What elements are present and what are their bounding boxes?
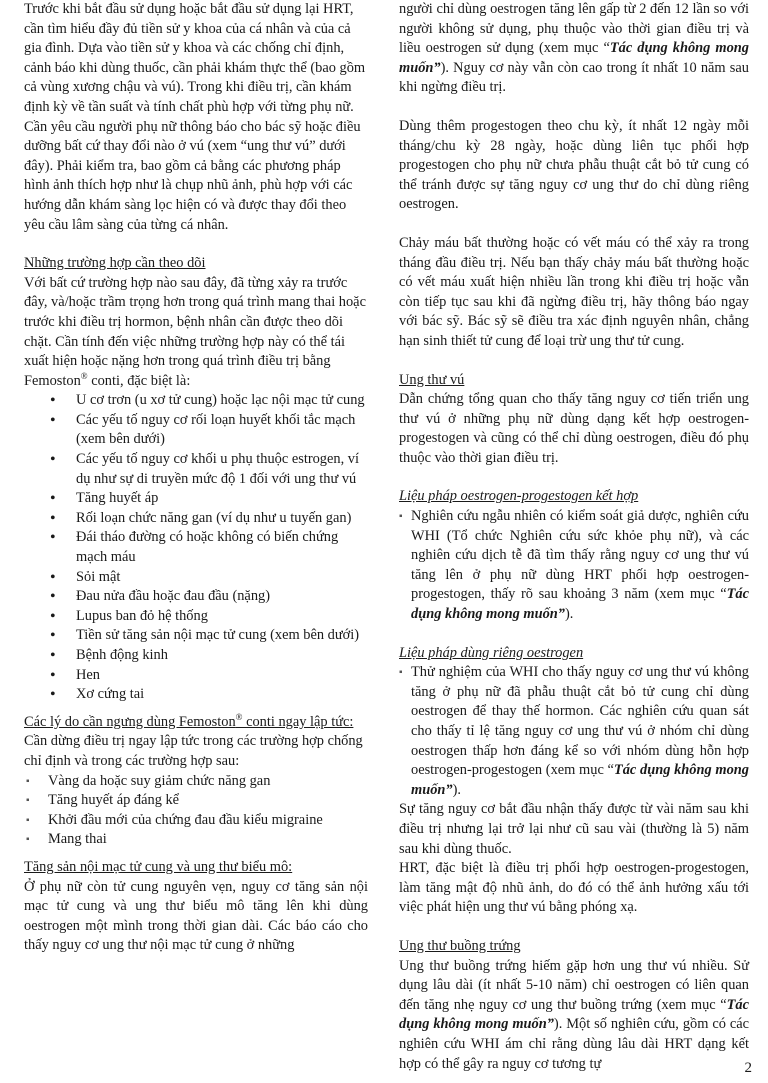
endometrial-heading: Tăng sản nội mạc tử cung và ung thư biểu mô: bbox=[24, 858, 293, 875]
list-item: • Đau nửa đầu hoặc đau đầu (nặng) bbox=[76, 587, 368, 607]
list-item: • Các yếu tố nguy cơ khối u phụ thuộc estrogen, ví dụ như sự di truyền mức độ 1 đối với ung thư vú bbox=[76, 450, 368, 489]
breast-cancer-paragraph: Dẫn chứng tổng quan cho thấy tăng nguy cơ tiến triển ung thư vú ở những phụ nữ dùng dạng kết hợp oestrogen-progestogen và cũng có thể chỉ dùng oestrogen, điều đó phụ thuộc vào thời gian điều trị. bbox=[399, 391, 749, 466]
stop-paragraph: Cần dừng điều trị ngay lập tức trong các trường hợp chống chỉ định và trong các trường hợp sau: bbox=[24, 733, 363, 769]
monitor-text-b: conti, đặc biệt là: bbox=[87, 372, 191, 389]
combined-therapy-paragraph bbox=[399, 507, 749, 625]
ovarian-text-a: Ung thư buồng trứng hiếm gặp hơn ung thư vú nhiều. Sử dụng lâu dài (ít nhất 5-10 năm) chỉ oestrogen có liên quan đến tăng nhẹ nguy cơ ung thư buồng trứng (xem mục “ bbox=[399, 957, 749, 1013]
monitor-text-a: Với bất cứ trường hợp nào sau đây, đã từng xảy ra trước đây, và/hoặc trầm trọng hơn trong quá trình mang thai hoặc trước khi điều trị hormon, bệnh nhân cần được theo dõi chặt. Cần tính đến việc những trường hợp này có thể tái xuất hiện hoặc nặng hơn trong quá trình điều trị bằng Femoston bbox=[24, 274, 366, 389]
breast-cancer-heading: Ung thư vú bbox=[399, 371, 465, 388]
list-item: • Xơ cứng tai bbox=[76, 685, 368, 705]
hrt-density-paragraph: HRT, đặc biệt là điều trị phối hợp oestrogen-progestogen, làm tăng mật độ nhũ ảnh, do đó có thể ảnh hưởng xấu tới việc phát hiện ung thư vú bằng phóng xạ. bbox=[399, 860, 749, 916]
ovarian-cancer-paragraph bbox=[399, 957, 749, 1075]
ovarian-cancer-heading: Ung thư buồng trứng bbox=[399, 937, 521, 954]
list-item: • U cơ trơn (u xơ tử cung) hoặc lạc nội mạc tử cung bbox=[76, 391, 368, 411]
monitor-heading: Những trường hợp cần theo dõi bbox=[24, 255, 206, 272]
list-item: • Rối loạn chức năng gan (ví dụ như u tuyến gan) bbox=[76, 509, 368, 529]
reference-side-effects: Tác dụng không mong muốn” bbox=[399, 996, 749, 1033]
monitor-list bbox=[24, 391, 368, 705]
progestogen-paragraph: Dùng thêm progestogen theo chu kỳ, ít nhất 12 ngày mỗi tháng/chu kỳ 28 ngày, hoặc dùng liên tục phối hợp progestogen cho phụ nữ chưa phẫu thuật cắt bỏ tử cung có thể tránh được sự tăng nguy cơ ung thư do chỉ dùng riêng oestrogen. bbox=[399, 117, 749, 213]
combined-text-a: Nghiên cứu ngẫu nhiên có kiểm soát giả dược, nghiên cứu WHI (Tổ chức Nghiên cứu sức khỏe phụ nữ), và các nghiên cứu dịch tễ đã tìm thấy rằng nguy cơ ung thư vú tăng lên ở phụ nữ dùng HRT phối hợp oestrogen-progestogen, thấy rõ sau khoảng 3 năm (xem mục “ bbox=[411, 508, 749, 603]
stop-heading-a: Các lý do cần ngưng dùng Femoston bbox=[24, 713, 236, 730]
reference-side-effects: Tác dụng không mong muốn” bbox=[411, 762, 749, 798]
bleeding-paragraph: Chảy máu bất thường hoặc có vết máu có thể xảy ra trong tháng đầu điều trị. Nếu bạn thấy chảy máu bất thường hoặc có vết máu xuất hiện nhiều lần trong khi điều trị hoặc vẫn còn tiếp tục sau khi đã ngừng điều trị, hãy thông báo ngay với bác sỹ. Bác sỹ sẽ điều tra xác định nguyên nhân, chẳng hạn sinh thiết tử cung để loại trừ ung thư tử cung. bbox=[399, 234, 749, 349]
oestrogen-only-text-b: ). bbox=[452, 781, 461, 798]
reference-side-effects: Tác dụng không mong muốn” bbox=[399, 40, 749, 76]
combined-therapy-heading: Liệu pháp oestrogen-progestogen kết hợp bbox=[399, 488, 639, 505]
list-item: • Các yếu tố nguy cơ rối loạn huyết khối tắc mạch (xem bên dưới) bbox=[76, 411, 368, 450]
continued-paragraph bbox=[399, 0, 749, 98]
list-item: • Tiền sử tăng sản nội mạc tử cung (xem bên dưới) bbox=[76, 626, 368, 646]
right-column bbox=[399, 0, 749, 1074]
endometrial-paragraph: Ở phụ nữ còn tử cung nguyên vẹn, nguy cơ tăng sản nội mạc tử cung và ung thư biểu mô tăng lên khi dùng oestrogen một mình trong thời gian dài. Các báo cáo cho thấy nguy cơ ung thư nội mạc tử cung ở những bbox=[24, 878, 368, 954]
oestrogen-only-heading: Liệu pháp dùng riêng oestrogen bbox=[399, 644, 584, 661]
list-item: ▪ Vàng da hoặc suy giảm chức năng gan bbox=[48, 772, 368, 792]
intro-paragraph: Trước khi bắt đầu sử dụng hoặc bắt đầu sử dụng lại HRT, cần tìm hiểu đầy đủ tiền sử y khoa của cá nhân và của cả gia đình. Dựa vào tiền sử y khoa và các chống chỉ định, cảnh báo khi dùng thuốc, cần phải khám thực thể (bao gồm cả vùng xương chậu và vú). Trong khi điều trị, cần khám định kỳ về tần suất và tính chất phù hợp với từng phụ nữ. Cần yêu cầu người phụ nữ thông báo cho bác sỹ hoặc điều dưỡng bất cứ thay đổi nào ở vú (xem “ung thư vú” dưới đây). Phải kiểm tra, bao gồm cả bằng các phương pháp hình ảnh thích hợp như là chụp nhũ ảnh, phù hợp với các hướng dẫn khám sàng lọc hiện có và được thay đổi theo yêu cầu lâm sàng của từng cá nhân. bbox=[24, 1, 366, 233]
list-item: ▪ Mang thai bbox=[48, 830, 368, 850]
ovarian-text-b: ). Một số nghiên cứu, gồm có các nghiên cứu WHI ám chỉ rằng dùng lâu dài HRT dạng kết hợp có thể gây ra nguy cơ tương tự bbox=[399, 1016, 749, 1072]
list-item: • Hen bbox=[76, 666, 368, 686]
continued-text-b: ). Nguy cơ này vẫn còn cao trong ít nhất 10 năm sau khi ngừng điều trị. bbox=[399, 59, 749, 96]
risk-paragraph: Sự tăng nguy cơ bắt đầu nhận thấy được từ vài năm sau khi điều trị nhưng lại trở lại như cũ sau vài (thường là 5) năm sau khi dùng thuốc. bbox=[399, 801, 749, 857]
list-item: • Đái tháo đường có hoặc không có biến chứng mạch máu bbox=[76, 528, 368, 567]
registered-mark: ® bbox=[235, 711, 243, 722]
list-item: • Sỏi mật bbox=[76, 568, 368, 588]
stop-heading bbox=[24, 713, 368, 733]
left-column bbox=[24, 0, 368, 956]
combined-text-b: ). bbox=[564, 606, 574, 623]
page-number: 2 bbox=[744, 1060, 752, 1076]
monitor-paragraph bbox=[24, 274, 368, 392]
list-item: ▪ Tăng huyết áp đáng kể bbox=[48, 791, 368, 811]
stop-heading-b: conti ngay lập tức: bbox=[242, 713, 354, 730]
oestrogen-only-text-a: Thử nghiệm của WHI cho thấy nguy cơ ung thư vú không tăng ở phụ nữ đã phẫu thuật cắt bỏ tử cung chỉ dùng oestrogen để thay thế hormon. Các nghiên cứu quan sát cho thấy tỉ lệ tăng nguy cơ ung thư vú ở nhóm chỉ dùng oestrogen thấp hơn đáng kể so với nhóm dùng hỗn hợp oestrogen-progestogen (xem mục “ bbox=[411, 664, 749, 779]
stop-list bbox=[24, 772, 368, 850]
list-item: • Bệnh động kinh bbox=[76, 646, 368, 666]
continued-text-a: người chỉ dùng oestrogen tăng lên gấp từ 2 đến 12 lần so với người không sử dụng, phụ thuộc vào thời gian điều trị và liều oestrogen sử dụng (xem mục “ bbox=[399, 1, 749, 57]
list-item: ▪ Khởi đầu mới của chứng đau đầu kiểu migraine bbox=[48, 811, 368, 831]
list-item: • Tăng huyết áp bbox=[76, 489, 368, 509]
registered-mark: ® bbox=[80, 370, 88, 381]
list-item: • Lupus ban đỏ hệ thống bbox=[76, 607, 368, 627]
reference-side-effects: Tác dụng không mong muốn” bbox=[411, 586, 749, 623]
oestrogen-only-paragraph bbox=[399, 663, 749, 800]
